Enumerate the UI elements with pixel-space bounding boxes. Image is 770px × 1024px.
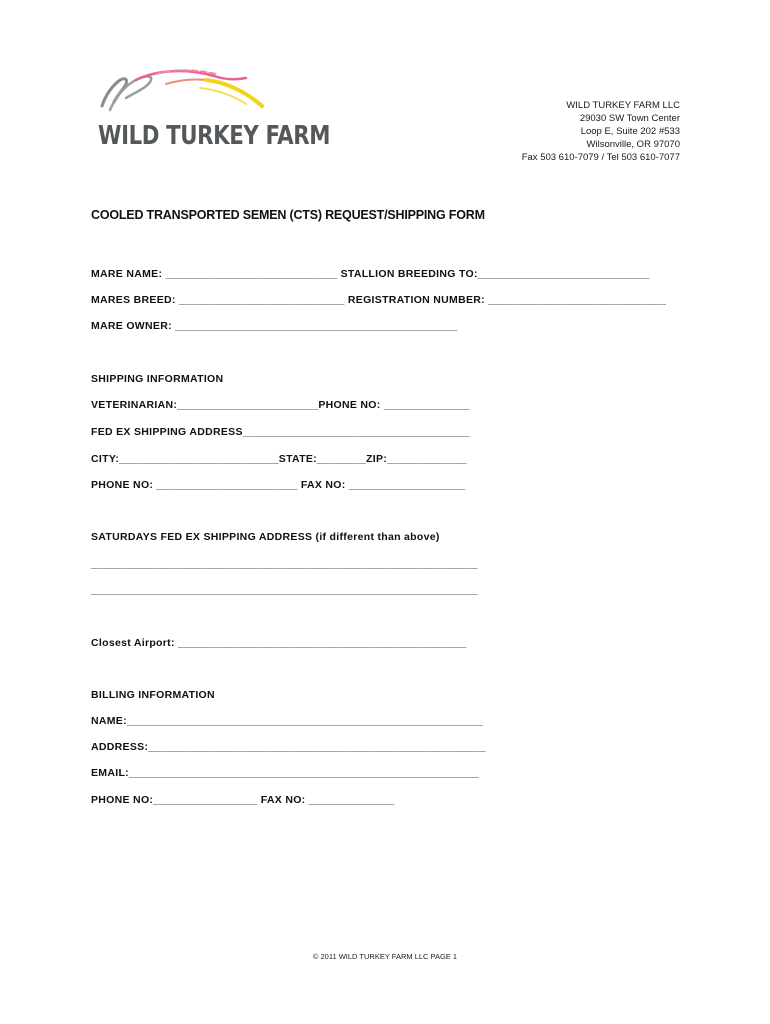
mare-breed-registration-line[interactable]: MARES BREED: ___________________________ REGISTRATION NUMBER: _____________________________ — [91, 294, 667, 306]
city-state-zip-line[interactable]: CITY:__________________________STATE:________ZIP:_____________ — [91, 453, 467, 465]
saturday-address-line-2[interactable]: _______________________________________________________________ — [91, 584, 478, 596]
billing-email-line[interactable]: EMAIL:_________________________________________________________ — [91, 767, 479, 779]
veterinarian-phone-line[interactable]: VETERINARIAN:_______________________PHONE NO: ______________ — [91, 399, 470, 411]
fedex-shipping-address-line[interactable]: FED EX SHIPPING ADDRESS_____________________________________ — [91, 426, 470, 438]
closest-airport-line[interactable]: Closest Airport: _______________________________________________ — [91, 637, 467, 649]
shipping-information-heading: SHIPPING INFORMATION — [91, 373, 224, 385]
mare-owner-line[interactable]: MARE OWNER: ______________________________________________ — [91, 320, 458, 332]
saturday-shipping-heading: SATURDAYS FED EX SHIPPING ADDRESS (if different than above) — [91, 531, 440, 543]
billing-phone-fax-line[interactable]: PHONE NO:_________________ FAX NO: ______________ — [91, 794, 395, 806]
mare-name-stallion-line[interactable]: MARE NAME: ____________________________ STALLION BREEDING TO:____________________________ — [91, 268, 650, 280]
company-phones: Fax 503 610-7079 / Tel 503 610-7077 — [521, 152, 680, 163]
billing-information-heading: BILLING INFORMATION — [91, 689, 215, 701]
company-street: 29030 SW Town Center — [579, 113, 680, 124]
page-footer: © 2011 WILD TURKEY FARM LLC PAGE 1 — [312, 952, 458, 961]
phone-fax-line[interactable]: PHONE NO: _______________________ FAX NO: ___________________ — [91, 479, 466, 491]
company-city: Wilsonville, OR 97070 — [586, 139, 680, 150]
form-title: COOLED TRANSPORTED SEMEN (CTS) REQUEST/SHIPPING FORM — [91, 208, 485, 222]
company-name: WILD TURKEY FARM LLC — [566, 100, 680, 111]
company-address — [522, 99, 680, 164]
farm-logo — [96, 66, 331, 158]
billing-address-line[interactable]: ADDRESS:_______________________________________________________ — [91, 741, 486, 753]
logo-text: WILD TURKEY FARM — [98, 121, 331, 151]
saturday-address-line-1[interactable]: _______________________________________________________________ — [91, 558, 478, 570]
billing-name-line[interactable]: NAME:__________________________________________________________ — [91, 715, 484, 727]
turkey-swoosh-icon — [96, 66, 276, 126]
company-suite: Loop E, Suite 202 #533 — [580, 126, 680, 137]
